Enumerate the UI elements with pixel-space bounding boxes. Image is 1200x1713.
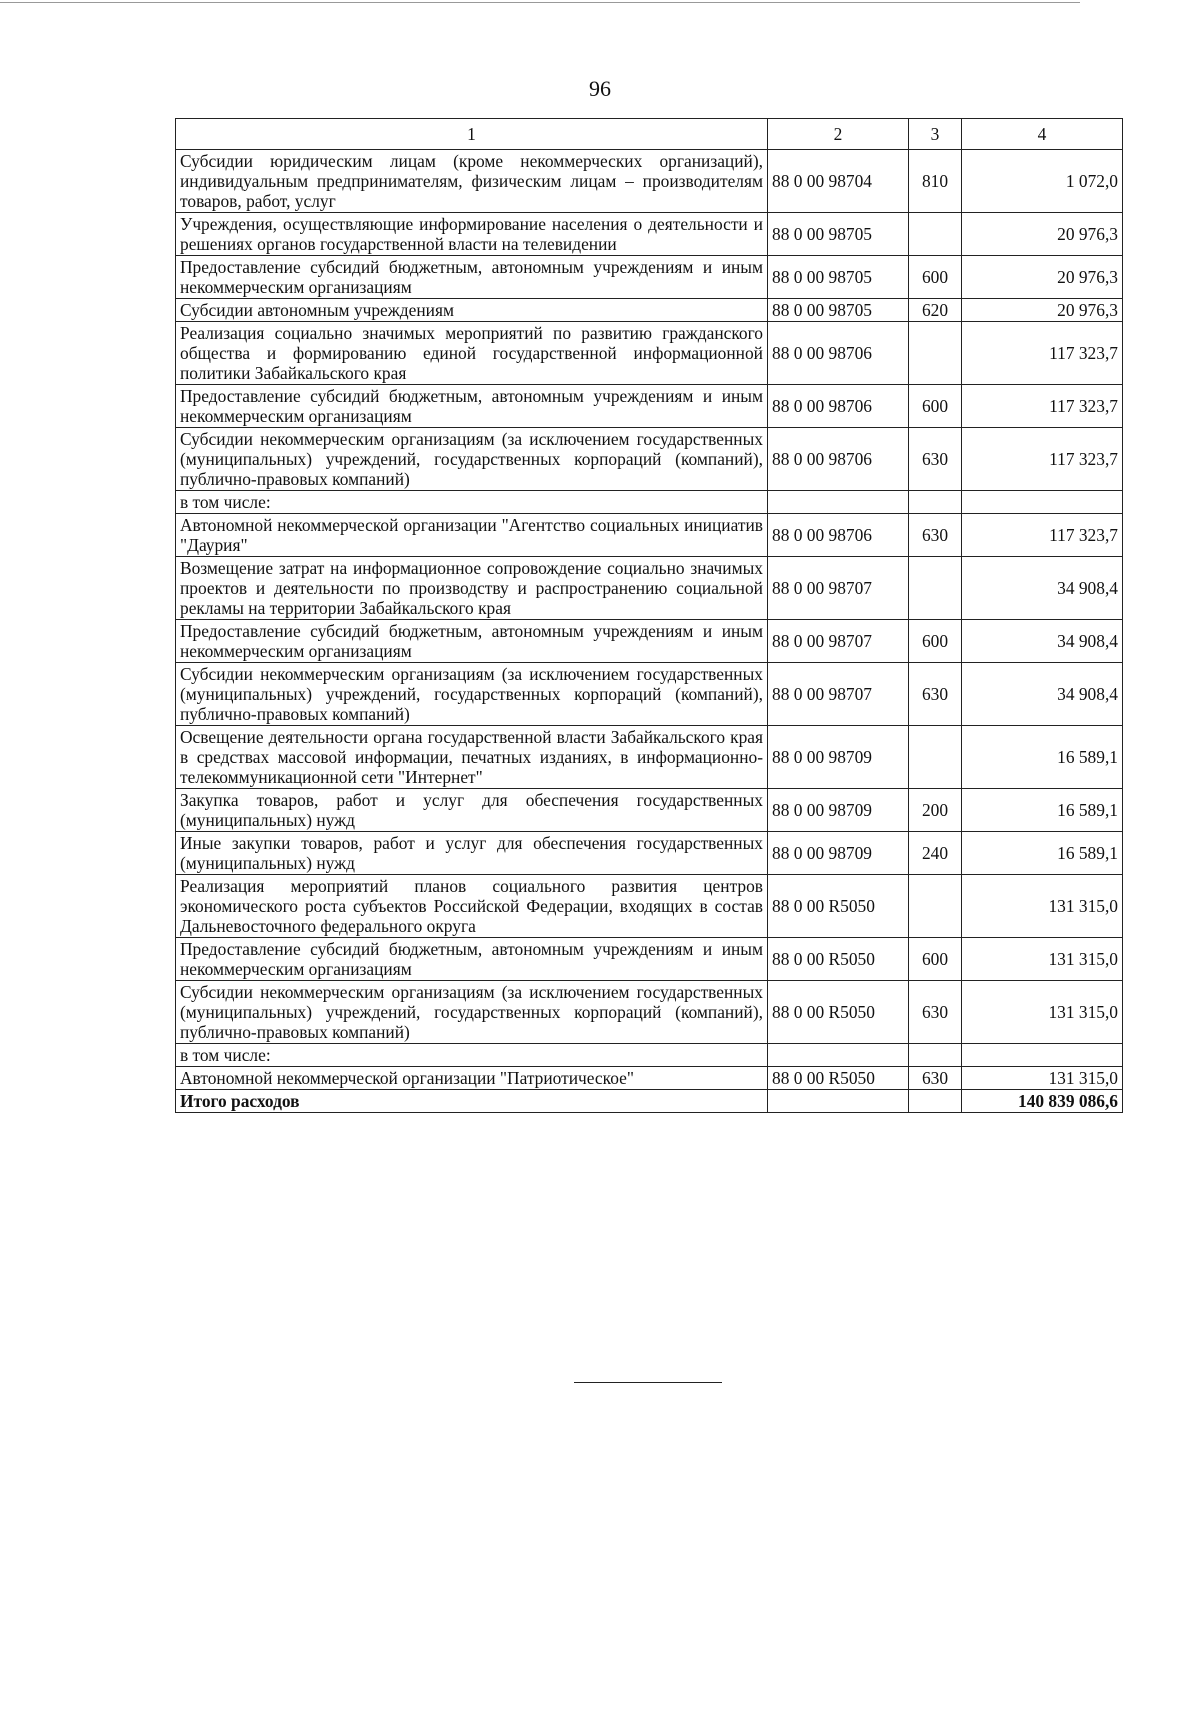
row-type: 630 bbox=[909, 981, 962, 1044]
table-row bbox=[176, 514, 1123, 557]
row-code: 88 0 00 98709 bbox=[768, 832, 909, 875]
row-code: 88 0 00 98706 bbox=[768, 322, 909, 385]
row-type: 630 bbox=[909, 663, 962, 726]
row-amount: 131 315,0 bbox=[962, 981, 1123, 1044]
row-type: 600 bbox=[909, 938, 962, 981]
row-amount: 16 589,1 bbox=[962, 726, 1123, 789]
row-type: 810 bbox=[909, 150, 962, 213]
table-row bbox=[176, 663, 1123, 726]
row-description: Субсидии юридическим лицам (кроме некоммерческих организаций), индивидуальным предпринимателям, физическим лицам – производителям товаров, работ, услуг bbox=[176, 150, 768, 213]
row-code bbox=[768, 1044, 909, 1067]
row-description: Автономной некоммерческой организации "Патриотическое" bbox=[176, 1067, 768, 1090]
row-amount: 117 323,7 bbox=[962, 428, 1123, 491]
row-type bbox=[909, 875, 962, 938]
total-amount: 140 839 086,6 bbox=[962, 1090, 1123, 1113]
table-row bbox=[176, 322, 1123, 385]
row-amount bbox=[962, 1044, 1123, 1067]
row-type bbox=[909, 491, 962, 514]
row-code: 88 0 00 R5050 bbox=[768, 938, 909, 981]
header-col-1: 1 bbox=[176, 119, 768, 150]
row-type: 240 bbox=[909, 832, 962, 875]
table-row bbox=[176, 832, 1123, 875]
row-amount: 1 072,0 bbox=[962, 150, 1123, 213]
row-code: 88 0 00 98707 bbox=[768, 620, 909, 663]
row-description: Предоставление субсидий бюджетным, автономным учреждениям и иным некоммерческим организациям bbox=[176, 385, 768, 428]
table-row bbox=[176, 938, 1123, 981]
row-code: 88 0 00 98706 bbox=[768, 385, 909, 428]
row-amount: 20 976,3 bbox=[962, 299, 1123, 322]
row-description: Субсидии некоммерческим организациям (за исключением государственных (муниципальных) учреждений, государственных корпораций (компаний), публично-правовых компаний) bbox=[176, 663, 768, 726]
row-amount: 16 589,1 bbox=[962, 832, 1123, 875]
table-row bbox=[176, 1067, 1123, 1090]
total-label: Итого расходов bbox=[176, 1090, 768, 1113]
row-description: Закупка товаров, работ и услуг для обеспечения государственных (муниципальных) нужд bbox=[176, 789, 768, 832]
table-row bbox=[176, 256, 1123, 299]
row-description: Учреждения, осуществляющие информирование населения о деятельности и решениях органов государственной власти на телевидении bbox=[176, 213, 768, 256]
row-code: 88 0 00 98705 bbox=[768, 256, 909, 299]
table-row bbox=[176, 981, 1123, 1044]
row-type: 600 bbox=[909, 620, 962, 663]
row-amount: 131 315,0 bbox=[962, 1067, 1123, 1090]
row-code: 88 0 00 R5050 bbox=[768, 981, 909, 1044]
row-description: Предоставление субсидий бюджетным, автономным учреждениям и иным некоммерческим организациям bbox=[176, 256, 768, 299]
row-description: Автономной некоммерческой организации "Агентство социальных инициатив "Даурия" bbox=[176, 514, 768, 557]
row-amount bbox=[962, 491, 1123, 514]
total-row bbox=[176, 1090, 1123, 1113]
table-header-row bbox=[176, 119, 1123, 150]
table-row bbox=[176, 620, 1123, 663]
table-body bbox=[176, 150, 1123, 1090]
table-row bbox=[176, 385, 1123, 428]
row-code: 88 0 00 98707 bbox=[768, 557, 909, 620]
row-type: 630 bbox=[909, 428, 962, 491]
end-of-document-line bbox=[574, 1382, 722, 1383]
row-type bbox=[909, 213, 962, 256]
row-description: в том числе: bbox=[176, 1044, 768, 1067]
row-description: Субсидии автономным учреждениям bbox=[176, 299, 768, 322]
scan-top-edge-line bbox=[0, 2, 1080, 3]
row-type: 630 bbox=[909, 1067, 962, 1090]
row-code: 88 0 00 98704 bbox=[768, 150, 909, 213]
row-amount: 117 323,7 bbox=[962, 514, 1123, 557]
row-description: Реализация социально значимых мероприятий по развитию гражданского общества и формированию единой государственной информационной политики Забайкальского края bbox=[176, 322, 768, 385]
row-description: в том числе: bbox=[176, 491, 768, 514]
row-type bbox=[909, 1044, 962, 1067]
row-code: 88 0 00 98705 bbox=[768, 213, 909, 256]
row-amount: 34 908,4 bbox=[962, 620, 1123, 663]
row-description: Иные закупки товаров, работ и услуг для обеспечения государственных (муниципальных) нужд bbox=[176, 832, 768, 875]
table-row bbox=[176, 875, 1123, 938]
row-code: 88 0 00 98706 bbox=[768, 428, 909, 491]
row-type: 620 bbox=[909, 299, 962, 322]
row-code: 88 0 00 98709 bbox=[768, 726, 909, 789]
row-type bbox=[909, 726, 962, 789]
table-row bbox=[176, 726, 1123, 789]
table-row bbox=[176, 557, 1123, 620]
row-amount: 34 908,4 bbox=[962, 663, 1123, 726]
table-row bbox=[176, 789, 1123, 832]
row-code: 88 0 00 R5050 bbox=[768, 1067, 909, 1090]
row-type bbox=[909, 322, 962, 385]
total-code-cell bbox=[768, 1090, 909, 1113]
row-amount: 117 323,7 bbox=[962, 385, 1123, 428]
row-code: 88 0 00 98707 bbox=[768, 663, 909, 726]
row-amount: 34 908,4 bbox=[962, 557, 1123, 620]
header-col-4: 4 bbox=[962, 119, 1123, 150]
row-amount: 20 976,3 bbox=[962, 213, 1123, 256]
table-row bbox=[176, 150, 1123, 213]
table-row bbox=[176, 299, 1123, 322]
row-description: Субсидии некоммерческим организациям (за исключением государственных (муниципальных) учреждений, государственных корпораций (компаний), публично-правовых компаний) bbox=[176, 428, 768, 491]
header-col-2: 2 bbox=[768, 119, 909, 150]
row-description: Предоставление субсидий бюджетным, автономным учреждениям и иным некоммерческим организациям bbox=[176, 938, 768, 981]
row-type: 600 bbox=[909, 385, 962, 428]
row-type: 600 bbox=[909, 256, 962, 299]
row-type: 200 bbox=[909, 789, 962, 832]
table-row bbox=[176, 1044, 1123, 1067]
table-row bbox=[176, 213, 1123, 256]
row-type: 630 bbox=[909, 514, 962, 557]
row-amount: 131 315,0 bbox=[962, 938, 1123, 981]
row-amount: 16 589,1 bbox=[962, 789, 1123, 832]
row-code: 88 0 00 R5050 bbox=[768, 875, 909, 938]
row-amount: 117 323,7 bbox=[962, 322, 1123, 385]
row-amount: 20 976,3 bbox=[962, 256, 1123, 299]
header-col-3: 3 bbox=[909, 119, 962, 150]
row-type bbox=[909, 557, 962, 620]
row-description: Предоставление субсидий бюджетным, автономным учреждениям и иным некоммерческим организациям bbox=[176, 620, 768, 663]
row-code: 88 0 00 98709 bbox=[768, 789, 909, 832]
page-number: 96 bbox=[589, 76, 611, 101]
budget-table bbox=[175, 118, 1123, 1113]
table-row bbox=[176, 428, 1123, 491]
row-description: Освещение деятельности органа государственной власти Забайкальского края в средствах массовой информации, печатных изданиях, в информационно-телекоммуникационной сети "Интернет" bbox=[176, 726, 768, 789]
row-code bbox=[768, 491, 909, 514]
row-description: Реализация мероприятий планов социального развития центров экономического роста субъектов Российской Федерации, входящих в состав Дальневосточного федерального округа bbox=[176, 875, 768, 938]
row-code: 88 0 00 98706 bbox=[768, 514, 909, 557]
total-type-cell bbox=[909, 1090, 962, 1113]
row-description: Субсидии некоммерческим организациям (за исключением государственных (муниципальных) учреждений, государственных корпораций (компаний), публично-правовых компаний) bbox=[176, 981, 768, 1044]
row-description: Возмещение затрат на информационное сопровождение социально значимых проектов и деятельности по производству и распространению социальной рекламы на территории Забайкальского края bbox=[176, 557, 768, 620]
row-amount: 131 315,0 bbox=[962, 875, 1123, 938]
row-code: 88 0 00 98705 bbox=[768, 299, 909, 322]
table-row bbox=[176, 491, 1123, 514]
